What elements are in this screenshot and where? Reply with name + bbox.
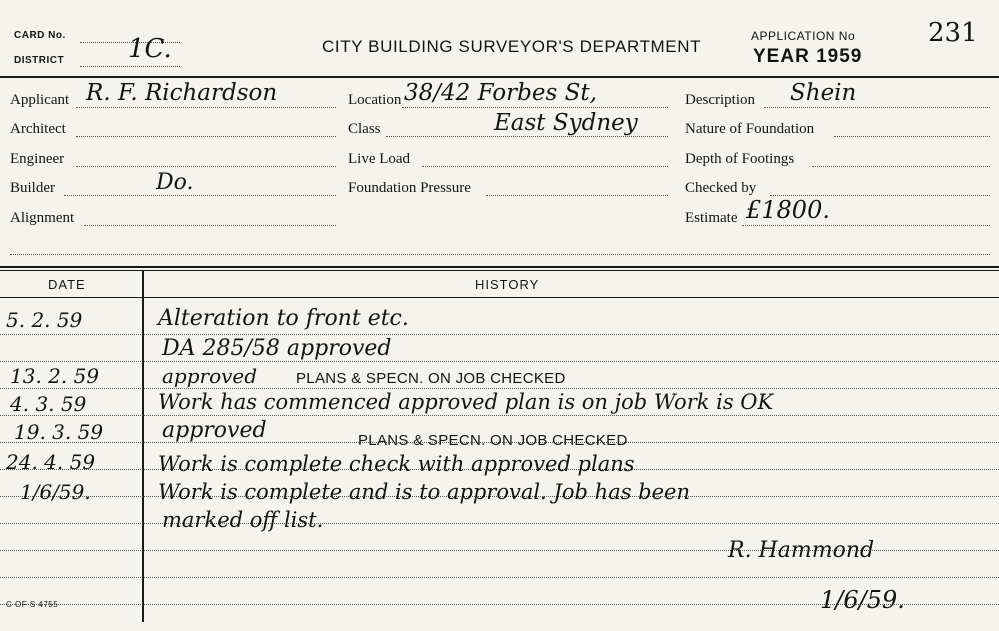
history-note-6: Work is complete check with approved plans [158,452,635,476]
depth-of-footings-label: Depth of Footings [685,151,795,167]
department-title: CITY BUILDING SURVEYOR'S DEPARTMENT [322,37,702,56]
applicant-label: Applicant [10,92,70,108]
class-label: Class [348,121,381,137]
history-date-4: 4. 3. 59 [10,392,87,416]
district-label: DISTRICT [14,55,65,66]
description-label: Description [685,92,755,108]
card-number: 231 [928,18,978,48]
foundation-pressure-label: Foundation Pressure [348,180,471,196]
form-code: C OF S 4755 [6,600,59,609]
history-date-5: 19. 3. 59 [14,420,104,444]
history-header: HISTORY [475,277,540,292]
builder-label: Builder [10,180,55,196]
checked-by-label: Checked by [685,180,757,196]
description-value: Shein [790,80,857,106]
nature-of-foundation-label: Nature of Foundation [685,121,815,137]
location-label: Location [348,92,402,108]
engineer-label: Engineer [10,151,65,167]
history-date-1: 5. 2. 59 [6,308,83,332]
history-note-3: approved [162,364,258,388]
card-no-label: CARD No. [14,30,66,41]
history-note-1: Alteration to front etc. [158,306,409,331]
header-divider [0,76,999,78]
estimate-label: Estimate [685,210,738,226]
signature-date: 1/6/59. [820,586,905,614]
applicant-value: R. F. Richardson [86,80,278,106]
history-note-8: marked off list. [162,508,324,532]
stamp-plans-checked-1: PLANS & SPECN. ON JOB CHECKED [296,370,566,387]
date-column-divider [142,270,144,622]
date-header: DATE [48,277,86,292]
history-date-3: 13. 2. 59 [10,364,100,388]
history-note-7: Work is complete and is to approval. Job has been [158,480,690,504]
history-date-7: 1/6/59. [20,480,91,504]
table-top-rule [0,266,999,268]
header-row-rule [0,297,999,298]
architect-label: Architect [10,121,66,137]
estimate-value: £1800. [746,196,830,224]
signature: R. Hammond [728,538,875,563]
history-note-2: DA 285/58 approved [162,336,392,361]
location-value-line2: East Sydney [494,110,638,136]
history-note-5: approved [162,418,267,443]
application-label: APPLICATION No [751,29,856,43]
history-note-4: Work has commenced approved plan is on job Work is OK [158,390,774,414]
year-label: YEAR 1959 [753,46,863,67]
stamp-plans-checked-2: PLANS & SPECN. ON JOB CHECKED [358,432,628,449]
history-date-6: 24. 4. 59 [6,450,96,474]
location-value-line1: 38/42 Forbes St, [404,80,597,106]
live-load-label: Live Load [348,151,411,167]
builder-value: Do. [156,170,194,195]
district-value: 1C. [128,34,172,64]
alignment-label: Alignment [10,210,75,226]
